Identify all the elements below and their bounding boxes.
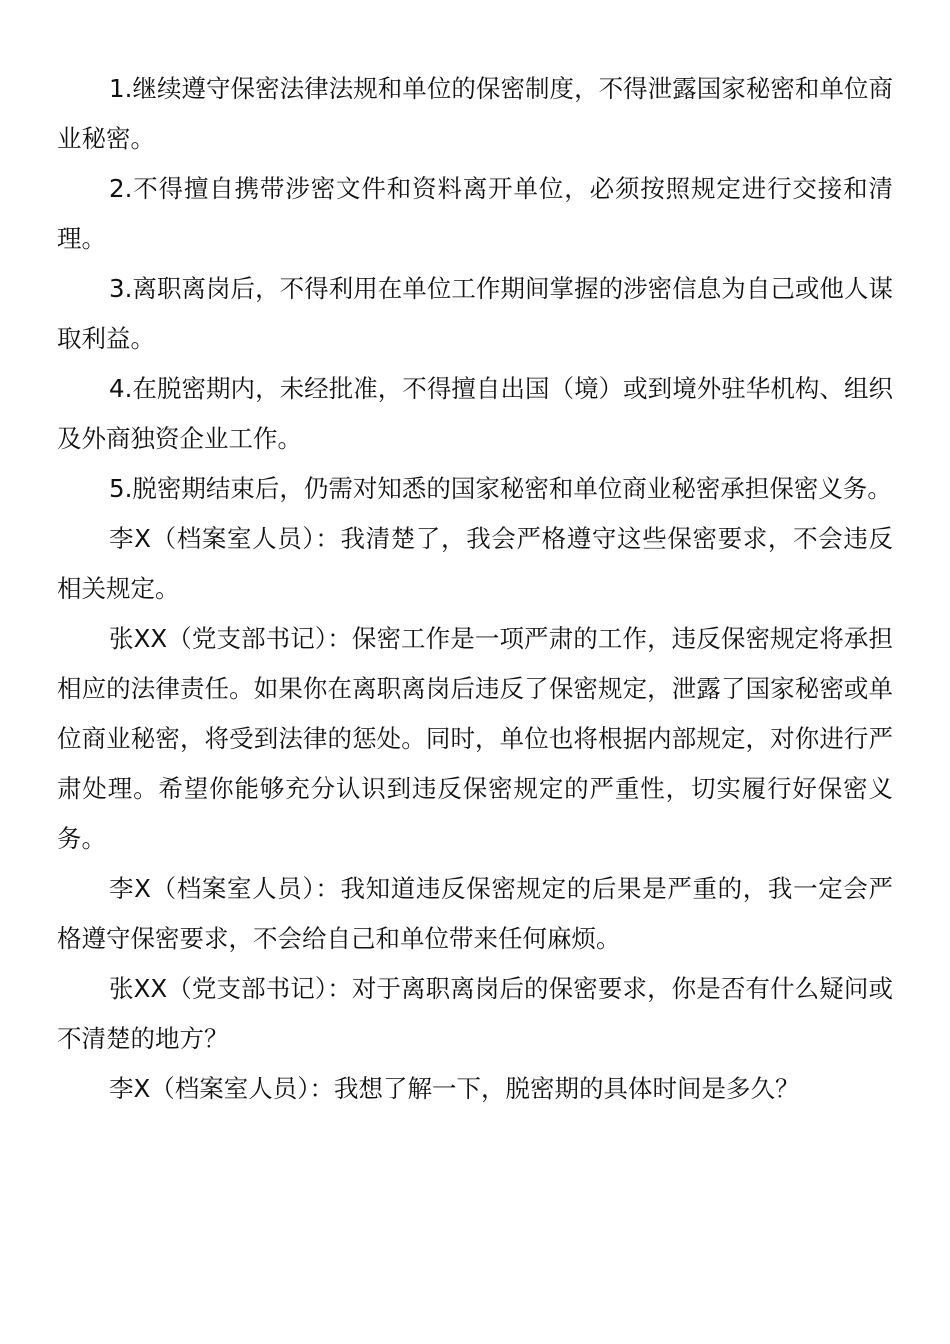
rule-item-4: 4.在脱密期内，未经批准，不得擅自出国（境）或到境外驻华机构、组织及外商独资企业工作。 (57, 374, 893, 453)
dialogue-li-1: 李X（档案室人员）：我清楚了，我会严格遵守这些保密要求，不会违反相关规定。 (57, 524, 893, 603)
dialogue-li-3: 李X（档案室人员）：我想了解一下，脱密期的具体时间是多久？ (109, 1074, 800, 1103)
rule-item-2: 2.不得擅自携带涉密文件和资料离开单位，必须按照规定进行交接和清理。 (57, 174, 893, 253)
dialogue-zhang-1: 张XX（党支部书记）：保密工作是一项严肃的工作，违反保密规定将承担相应的法律责任。如果你在离职离岗后违反了保密规定，泄露了国家秘密或单位商业秘密，将受到法律的惩处。同时，单位也将根据内部规定，对你进行严肃处理。希望你能够充分认识到违反保密规定的严重性，切实履行好保密义务。 (57, 624, 893, 853)
rule-item-5: 5.脱密期结束后，仍需对知悉的国家秘密和单位商业秘密承担保密义务。 (109, 474, 892, 503)
rule-item-1: 1.继续遵守保密法律法规和单位的保密制度，不得泄露国家秘密和单位商业秘密。 (57, 74, 893, 153)
document-body (57, 64, 893, 1114)
dialogue-zhang-2: 张XX（党支部书记）：对于离职离岗后的保密要求，你是否有什么疑问或不清楚的地方？ (57, 974, 893, 1053)
dialogue-li-2: 李X（档案室人员）：我知道违反保密规定的后果是严重的，我一定会严格遵守保密要求，不会给自己和单位带来任何麻烦。 (57, 874, 893, 953)
rule-item-3: 3.离职离岗后，不得利用在单位工作期间掌握的涉密信息为自己或他人谋取利益。 (57, 274, 893, 353)
